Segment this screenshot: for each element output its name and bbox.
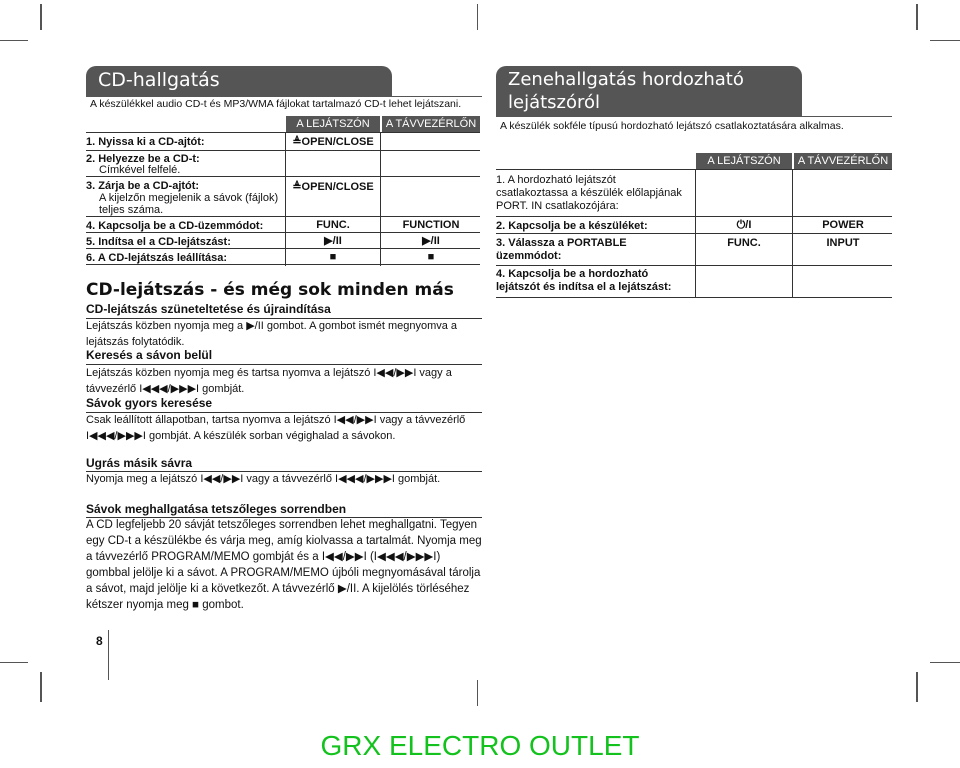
table-line [496,297,892,298]
table-line [380,132,381,266]
left-step-2-sub: Címkével felfelé. [99,164,181,176]
right-step-1-title: 1. A hordozható lejátszót csatlakoztassa a készülék előlapjának PORT. IN csatlakozójára: [496,174,682,212]
left-intro: A készülékkel audio CD-t és MP3/WMA fájlokat tartalmazó CD-t lehet lejátszani. [90,98,462,110]
page-number-rule [108,630,109,680]
right-header-remote: A TÁVVEZÉRLŐN [794,153,892,169]
left-step-4-title: 4. Kapcsolja be a CD-üzemmódot: [86,220,264,232]
table-line [86,150,480,151]
left-banner-title: CD-hallgatás [98,69,220,91]
subsection-text-5: A CD legfeljebb 20 sávját tetszőleges sorrendben lehet meghallgatni. Tegyen egy CD-t a készülékbe és várja meg, amíg kiolvassa a tartalmát. Nyomja meg a távvezérlő PROGRAM/MEMO gombját és a I◀◀/▶▶I (I◀◀◀/▶▶▶I) gombbal jelölje ki a sávot. A PROGRAM/MEMO újbóli megnyomásával tárolja a sávot, majd jelölje ki a következőt. A távvezérlő ▶/II. A kijelölés törléséhez kétszer nyomja meg ■ gombot. [86,519,482,611]
divider [496,116,892,117]
crop-mark [930,662,960,663]
crop-mark [40,672,42,702]
left-step-3-player: ≜OPEN/CLOSE [292,181,374,193]
left-step-4-remote: FUNCTION [402,219,460,231]
right-step-3-player: FUNC. [727,237,761,249]
subsection-text-4: Nyomja meg a lejátszó I◀◀/▶▶I vagy a távvezérlő I◀◀◀/▶▶▶I gombját. [86,473,441,485]
crop-mark [40,4,42,30]
right-header-player: A LEJÁTSZÓN [696,153,792,169]
subsection-heading-4: Ugrás másik sávra [86,456,193,470]
table-line [86,216,480,217]
right-intro: A készülék sokféle típusú hordozható lejátszó csatlakoztatására alkalmas. [500,120,844,132]
left-banner [86,66,392,96]
subsection-text-1: Lejátszás közben nyomja meg a ▶/II gombot. A gombot ismét megnyomva a lejátszás folytatódik. [86,320,458,348]
left-step-5-player: ▶/II [324,235,342,247]
subsection-heading-1: CD-lejátszás szüneteltetése és újraindítása [86,302,331,316]
crop-mark [477,680,478,706]
right-step-3-title: 3. Válassza a PORTABLE üzemmódot: [496,237,627,262]
right-banner-line-2: lejátszóról [508,92,601,113]
subsection-heading-3: Sávok gyors keresése [86,396,213,410]
left-step-6-remote: ■ [427,251,435,263]
left-header-player: A LEJÁTSZÓN [286,116,380,132]
left-step-3-title: 3. Zárja be a CD-ajtót: [86,180,200,192]
table-line [86,132,480,133]
left-step-2-title: 2. Helyezze be a CD-t: [86,153,200,165]
right-step-3-remote: INPUT [826,237,860,249]
right-step-4-title: 4. Kapcsolja be a hordozható lejátszót és indítsa el a lejátszást: [496,268,672,293]
table-line [496,169,892,170]
left-step-4-player: FUNC. [316,219,350,231]
left-step-6-player: ■ [329,251,337,263]
crop-mark [930,40,960,41]
left-step-1-player: ≜OPEN/CLOSE [292,136,374,148]
subsection-text-2: Lejátszás közben nyomja meg és tartsa nyomva a lejátszó I◀◀/▶▶I vagy a távvezérlő I◀◀◀/▶▶▶I gombját. [86,367,452,395]
right-step-2-player: ⏻/I [736,219,752,231]
crop-mark [0,40,28,41]
left-step-5-remote: ▶/II [422,235,440,247]
left-step-6-title: 6. A CD-lejátszás leállítása: [86,252,228,264]
left-step-1-title: 1. Nyissa ki a CD-ajtót: [86,136,205,148]
table-line [86,248,480,249]
watermark: GRX ELECTRO OUTLET [320,730,640,761]
right-banner-line-1: Zenehallgatás hordozható [508,69,744,90]
subsection-text-3: Csak leállított állapotban, tartsa nyomva a lejátszó I◀◀/▶▶I vagy a távvezérlő I◀◀◀/▶▶▶I gombját. A készülék sorban végighalad a sávokon. [86,414,466,442]
table-line [496,233,892,234]
subsection-heading-2: Keresés a sávon belül [86,348,213,362]
divider [86,96,482,97]
crop-mark [916,672,918,702]
table-line [86,232,480,233]
left-step-3-sub: A kijelzőn megjelenik a sávok (fájlok) teljes száma. [99,192,279,216]
right-step-2-remote: POWER [822,219,864,231]
table-line [86,264,480,265]
right-step-2-title: 2. Kapcsolja be a készüléket: [496,220,648,232]
right-banner [496,66,802,116]
left-header-remote: A TÁVVEZÉRLŐN [382,116,480,132]
subsection-heading-5: Sávok meghallgatása tetszőleges sorrendben [86,502,347,516]
left-step-5-title: 5. Indítsa el a CD-lejátszást: [86,236,231,248]
table-line [496,265,892,266]
section-title: CD-lejátszás - és még sok minden más [86,280,454,300]
table-line [496,216,892,217]
crop-mark [0,662,28,663]
table-line [86,176,480,177]
page-number: 8 [96,634,103,648]
crop-mark [916,4,918,30]
crop-mark [477,4,478,30]
